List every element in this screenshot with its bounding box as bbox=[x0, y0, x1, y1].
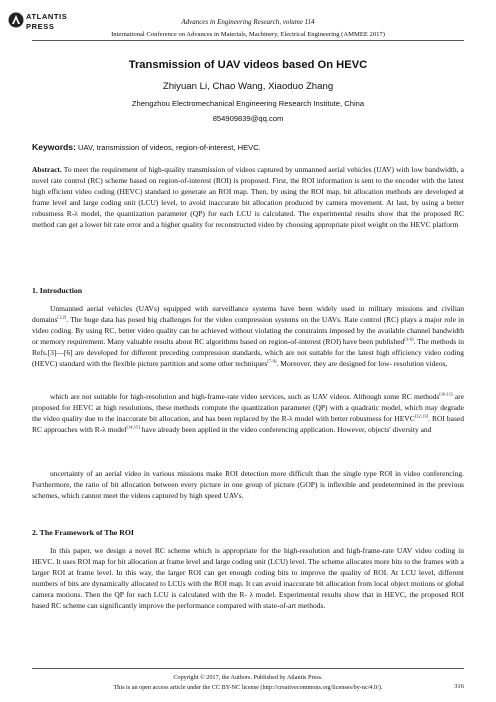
journal-title: Advances in Engineering Research, volume 114 bbox=[181, 18, 315, 26]
copyright-notice: Copyright © 2017, the Authors. Published by Atlantis Press. bbox=[173, 674, 323, 681]
framework-paragraph: In this paper, we design a novel RC scheme which is appropriate for the high-resolution and high-frame-rate UAV video coding in HEVC. It uses ROI map for bit allocation at frame level and large coding unit (LCU) level. The scheme allocates more bits to the frames with a larger ROI at frame level. In this way, the larger ROI can get enough coding bits to improve the quality of ROI. At LCU level, different numbers of bits are dynamically allocated to LCUs with the ROI map. It can avoid inaccurate bit allocation from local object motions or global camera motions. Then the QP for each LCU is calculated with the R- λ model. Experimental results show that in HEVC, the proposed ROI based RC scheme can significantly improve the performance compared with state-of-art methods. bbox=[32, 546, 464, 610]
conference-name: International Conference on Advances in Materials, Machinery, Electrical Engineering (AMMEE 2017) bbox=[111, 31, 385, 38]
paper-title: Transmission of UAV videos based On HEVC bbox=[128, 59, 368, 71]
citation: [14,15] bbox=[126, 424, 140, 430]
abstract bbox=[32, 164, 464, 230]
abstract-text: To meet the requirement of high-quality transmission of videos captured by unmanned aerial vehicles (UAV) with low bandwidth, a novel rate control (RC) scheme based on region-of-interest (ROI) is proposed. First, the ROI information is sent to the encoder with the latest high efficient video coding (HEVC) standard to generate an ROI map. Then, by using the ROI map, bit allocation methods are developed at frame level and large coding unit (LCU) level, to avoid inaccurate bit allocation produced by camera movement. At last, by using a better robustness R-λ model, the quantization parameter (QP) for each LCU is calculated. The experimental results show that the proposed RC method can get a lower bit rate error and a higher quality for reconstructed video by choosing appropriate pixel weight on the HEVC platform bbox=[32, 165, 464, 229]
keywords-text: UAV, transmission of videos, region-of-interest, HEVC. bbox=[75, 143, 261, 152]
license-notice: This is an open access article under the CC BY-NC license (http://creativecommons.org/licenses/by-nc/4.0/). bbox=[113, 684, 383, 691]
intro-paragraph-1: Unmanned aerial vehicles (UAVs) equipped with surveillance systems have been widely used in military missions and civilian domains[1,2]. The huge data has posed big challenges for the video compression systems on the UAVs. Rate control (RC) plays a major role in video coding. By using RC, better video quality can be achieved without violating the constraints imposed by the available channel bandwidth or memory requirement. Many valuable results about RC algorithms based on region-of-interest (ROI) have been published[3-6]. The methods in Refs.[3]—[6] are developed for different preceding compression standards, which are not suitable for the latest high efficiency video coding (HEVC) standard with the flexible picture partition and some other techniques[7-9]. Moreover, they are designed for low- resolution videos, bbox=[32, 304, 465, 368]
citation: [1,2] bbox=[57, 314, 67, 320]
citation: [7-9] bbox=[267, 358, 277, 364]
keywords bbox=[32, 142, 464, 152]
section-heading-framework: 2. The Framework of The ROI bbox=[32, 528, 134, 537]
section-heading-introduction: 1. Introduction bbox=[32, 286, 83, 295]
intro-paragraph-2: which are not suitable for high-resolution and high-frame-rate video services, such as UAV videos. Although some RC methods[10,11] are proposed for HEVC at high resolutions, these methods compute the quantization parameter (QP) with a quadratic model, which may degrade the video quality due to the inaccurate bit allocation, and has been replaced by the R-λ model with better robustness for HEVC[12,13]. ROI based RC approaches with R-λ model[14,15] have already been applied in the video conferencing application. However, objects' diversity and bbox=[32, 391, 464, 434]
header-divider bbox=[32, 40, 464, 41]
citation: [10,11] bbox=[439, 391, 453, 397]
author-email: 854909839@qq.com bbox=[212, 114, 284, 123]
publisher-name: ATLANTIS PRESS bbox=[26, 12, 68, 31]
keywords-label: Keywords: bbox=[32, 142, 76, 152]
footer-divider bbox=[32, 668, 464, 669]
author-affiliation: Zhengzhou Electromechanical Engineering Research Institute, China bbox=[131, 99, 365, 108]
intro-paragraph-3: uncertainty of an aerial video in various missions make ROI detection more difficult than the single type ROI in video conferencing. Furthermore, the ratio of bit allocation between every picture in one group of picture (GOP) is inflexible and predetermined in the previous schemes, which cannot meet the videos captured by high speed UAVs. bbox=[32, 469, 464, 500]
citation: [12,13] bbox=[414, 413, 429, 419]
page-number: 316 bbox=[454, 683, 464, 690]
paper-authors: Zhiyuan Li, Chao Wang, Xiaoduo Zhang bbox=[162, 81, 334, 92]
citation: [3-6] bbox=[404, 336, 414, 342]
abstract-label: Abstract. bbox=[32, 165, 62, 174]
